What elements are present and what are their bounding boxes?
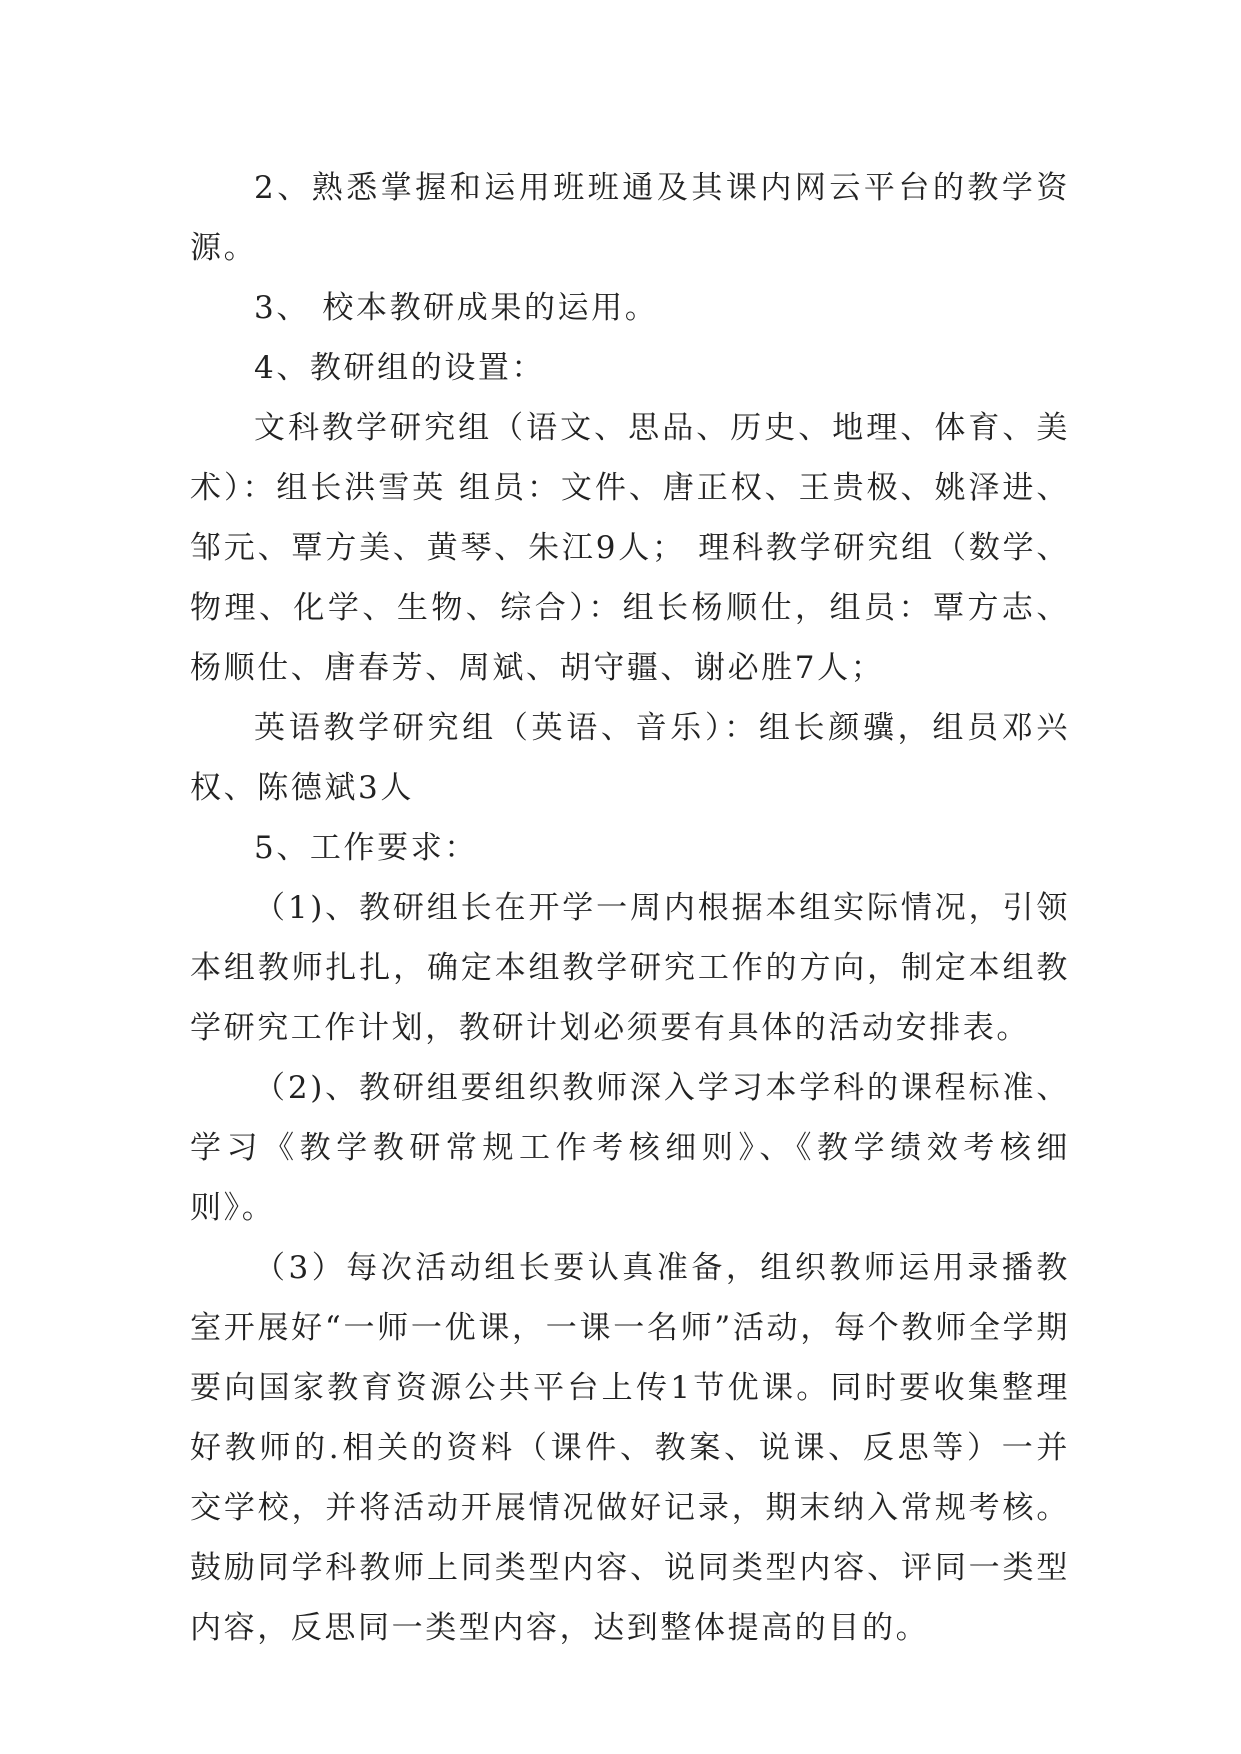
paragraph-requirement-2: （2)、教研组要组织教师深入学习本学科的课程标准、学习《教学教研常规工作考核细则》、《教学绩效考核细则》。 [190, 1070, 1070, 1226]
paragraph-item-4-group-setup: 4、教研组的设置： [254, 350, 546, 386]
document-body [190, 158, 1070, 1658]
paragraph-item-5-requirements: 5、工作要求： [254, 830, 478, 866]
paragraph-english-group: 英语教学研究组（英语、音乐）：组长颜骥，组员邓兴权、陈德斌3人 [190, 710, 1070, 806]
paragraph-requirement-1: （1)、教研组长在开学一周内根据本组实际情况，引领本组教师扎扎，确定本组教学研究工作的方向，制定本组教学研究工作计划，教研计划必须要有具体的活动安排表。 [190, 890, 1070, 1046]
paragraph-item-2-resources: 2、熟悉掌握和运用班班通及其课内网云平台的教学资源。 [190, 170, 1070, 266]
paragraph-item-3-research-results: 3、 校本教研成果的运用。 [254, 290, 659, 326]
paragraph-requirement-3: （3）每次活动组长要认真准备，组织教师运用录播教室开展好“一师一优课，一课一名师”活动，每个教师全学期要向国家教育资源公共平台上传1节优课。同时要收集整理好教师的.相关的资料（课件、教案、说课、反思等）一并交学校，并将活动开展情况做好记录，期末纳入常规考核。鼓励同学科教师上同类型内容、说同类型内容、评同一类型内容，反思同一类型内容，达到整体提高的目的。 [190, 1250, 1070, 1646]
paragraph-liberal-arts-group: 文科教学研究组（语文、思品、历史、地理、体育、美术）：组长洪雪英 组员：文件、唐正权、王贵极、姚泽进、邹元、覃方美、黄琴、朱江9人； 理科教学研究组（数学、物理、化学、生物、综合）：组长杨顺仕，组员：覃方志、杨顺仕、唐春芳、周斌、胡守疆、谢必胜7人； [190, 410, 1070, 686]
